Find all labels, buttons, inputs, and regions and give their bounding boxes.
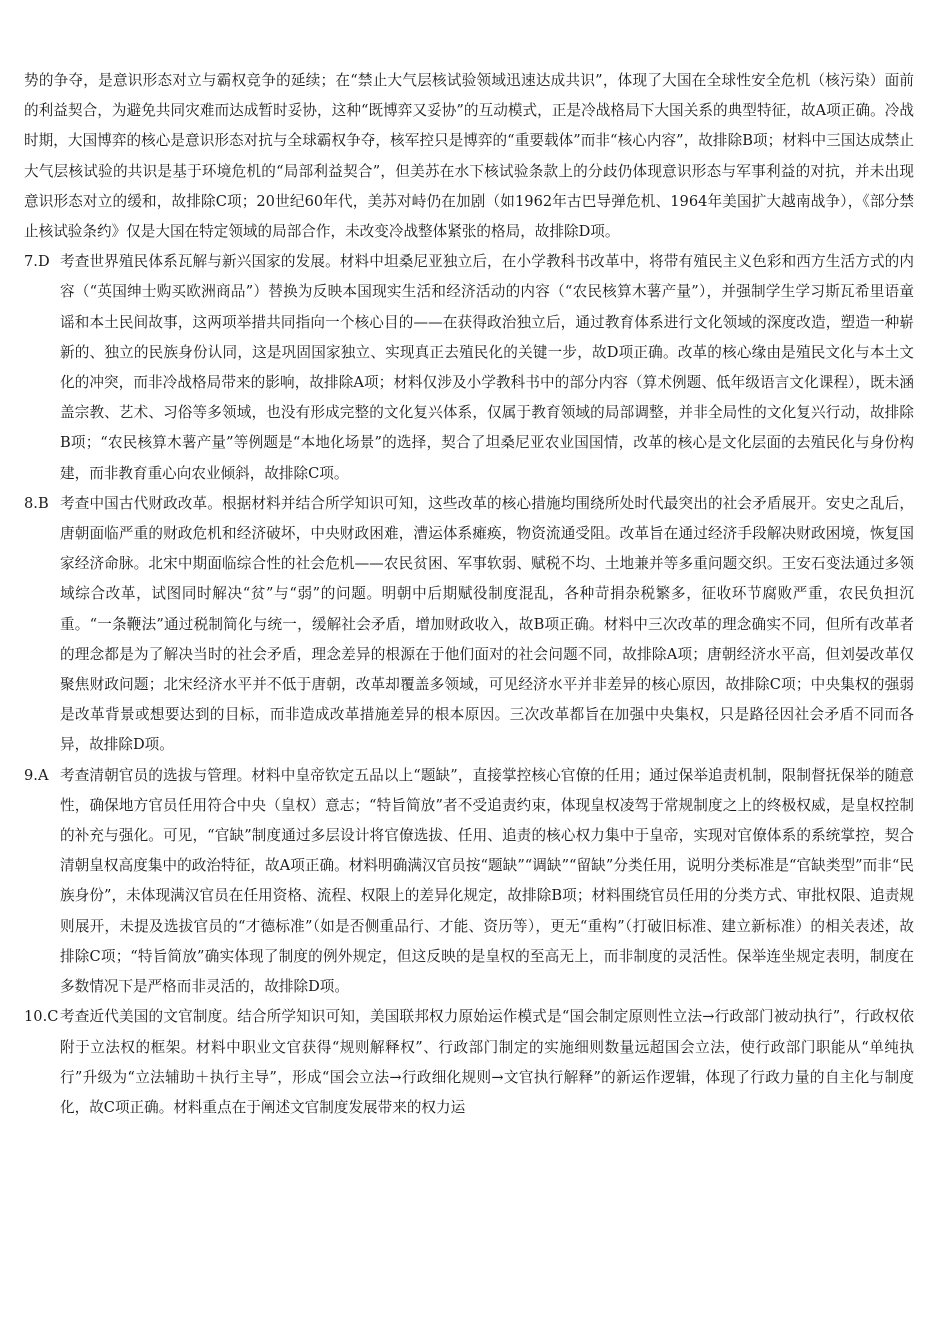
item-explanation: 考查清朝官员的选拔与管理。材料中皇帝钦定五品以上“题缺”，直接掌控核心官僚的任用；通过保举追责机制，限制督抚保举的随意性，确保地方官员任用符合中央（皇权）意志；“特旨简放”者不受追责约束，体现皇权凌驾于常规制度之上的终极权威，是皇权控制的补充与强化。可见，“官缺”制度通过多层设计将官僚选拔、任用、追责的核心权力集中于皇帝，实现对官僚体系的系统掌控，契合清朝皇权高度集中的政治特征，故A项正确。材料明确满汉官员按“题缺”“调缺”“留缺”分类任用，说明分类标准是“官缺类型”而非“民族身份”，未体现满汉官员在任用资格、流程、权限上的差异化规定，故排除B项；材料围绕官员任用的分类方式、审批权限、追责规则展开，未提及选拔官员的“才德标准”（如是否侧重品行、才能、资历等），更无“重构”（打破旧标准、建立新标准）的相关表述，故排除C项；“特旨简放”确实体现了制度的例外规定，但这反映的是皇权的至高无上，而非制度的灵活性。保举连坐规定表明，制度在多数情况下是严格而非灵活的，故排除D项。	[60, 766, 914, 996]
answer-item-8	[24, 489, 914, 761]
answer-item-10	[24, 1002, 914, 1123]
item-number: 7.D	[24, 253, 50, 271]
answer-item-9	[24, 761, 914, 1003]
item-number: 9.A	[24, 766, 49, 784]
answer-item-7	[24, 247, 914, 489]
item-explanation: 考查世界殖民体系瓦解与新兴国家的发展。材料中坦桑尼亚独立后，在小学教科书改革中，将带有殖民主义色彩和西方生活方式的内容（“英国绅士购买欧洲商品”）替换为反映本国现实生活和经济活动的内容（“农民核算木薯产量”），并强制学生学习斯瓦希里语童谣和本土民间故事，这两项举措共同指向一个核心目的——在获得政治独立后，通过教育体系进行文化领域的深度改造，塑造一种崭新的、独立的民族身份认同，这是巩固国家独立、实现真正去殖民化的关键一步，故D项正确。改革的核心缘由是殖民文化与本土文化的冲突，而非冷战格局带来的影响，故排除A项；材料仅涉及小学教科书中的部分内容（算术例题、低年级语言文化课程），既未涵盖宗教、艺术、习俗等多领域，也没有形成完整的文化复兴体系，仅属于教育领域的局部调整，并非全局性的文化复兴行动，故排除B项；“农民核算木薯产量”等例题是“本地化场景”的选择，契合了坦桑尼亚农业国国情，改革的核心是文化层面的去殖民化与身份构建，而非教育重心向农业倾斜，故排除C项。	[60, 253, 914, 482]
item-number: 8.B	[24, 494, 49, 512]
item-explanation: 考查中国古代财政改革。根据材料并结合所学知识可知，这些改革的核心措施均围绕所处时代最突出的社会矛盾展开。安史之乱后，唐朝面临严重的财政危机和经济破坏，中央财政困难，漕运体系瘫痪，物资流通受阻。改革旨在通过经济手段解决财政困境，恢复国家经济命脉。北宋中期面临综合性的社会危机——农民贫困、军事软弱、赋税不均、土地兼并等多重问题交织。王安石变法通过多领域综合改革，试图同时解决“贫”与“弱”的问题。明朝中后期赋役制度混乱，各种苛捐杂税繁多，征收环节腐败严重，农民负担沉重。“一条鞭法”通过税制简化与统一，缓解社会矛盾，增加财政收入，故B项正确。材料中三次改革的理念确实不同，但所有改革者的理念都是为了解决当时的社会矛盾，理念差异的根源在于他们面对的社会问题不同，故排除A项；唐朝经济水平高，但刘晏改革仅聚焦财政问题；北宋经济水平并不低于唐朝，改革却覆盖多领域，可见经济水平并非差异的核心原因，故排除C项；中央集权的强弱是改革背景或想要达到的目标，而非造成改革措施差异的根本原因。三次改革都旨在加强中央集权，只是路径因社会矛盾不同而各异，故排除D项。	[60, 494, 914, 754]
item-explanation: 考查近代美国的文官制度。结合所学知识可知，美国联邦权力原始运作模式是“国会制定原则性立法→行政部门被动执行”，行政权依附于立法权的框架。材料中职业文官获得“规则解释权”、行政部门制定的实施细则数量远超国会立法，使行政部门职能从“单纯执行”升级为“立法辅助＋执行主导”，形成“国会立法→行政细化规则→文官执行解释”的新运作逻辑，体现了行政力量的自主化与制度化，故C项正确。材料重点在于阐述文官制度发展带来的权力运	[60, 1008, 914, 1116]
item-number: 10.C	[24, 1008, 59, 1026]
intro-paragraph: 势的争夺，是意识形态对立与霸权竞争的延续；在“禁止大气层核试验领域迅速达成共识”，体现了大国在全球性安全危机（核污染）面前的利益契合，为避免共同灾难而达成暂时妥协，这种“既博弈又妥协”的互动模式，正是冷战格局下大国关系的典型特征，故A项正确。冷战时期，大国博弈的核心是意识形态对抗与全球霸权争夺，核军控只是博弈的“重要载体”而非“核心内容”，故排除B项；材料中三国达成禁止大气层核试验的共识是基于环境危机的“局部利益契合”，但美苏在水下核试验条款上的分歧仍体现意识形态与军事利益的对抗，并未出现意识形态对立的缓和，故排除C项；20世纪60年代，美苏对峙仍在加剧（如1962年古巴导弹危机、1964年美国扩大越南战争），《部分禁止核试验条约》仅是大国在特定领域的局部合作，未改变冷战整体紧张的格局，故排除D项。	[24, 72, 914, 241]
